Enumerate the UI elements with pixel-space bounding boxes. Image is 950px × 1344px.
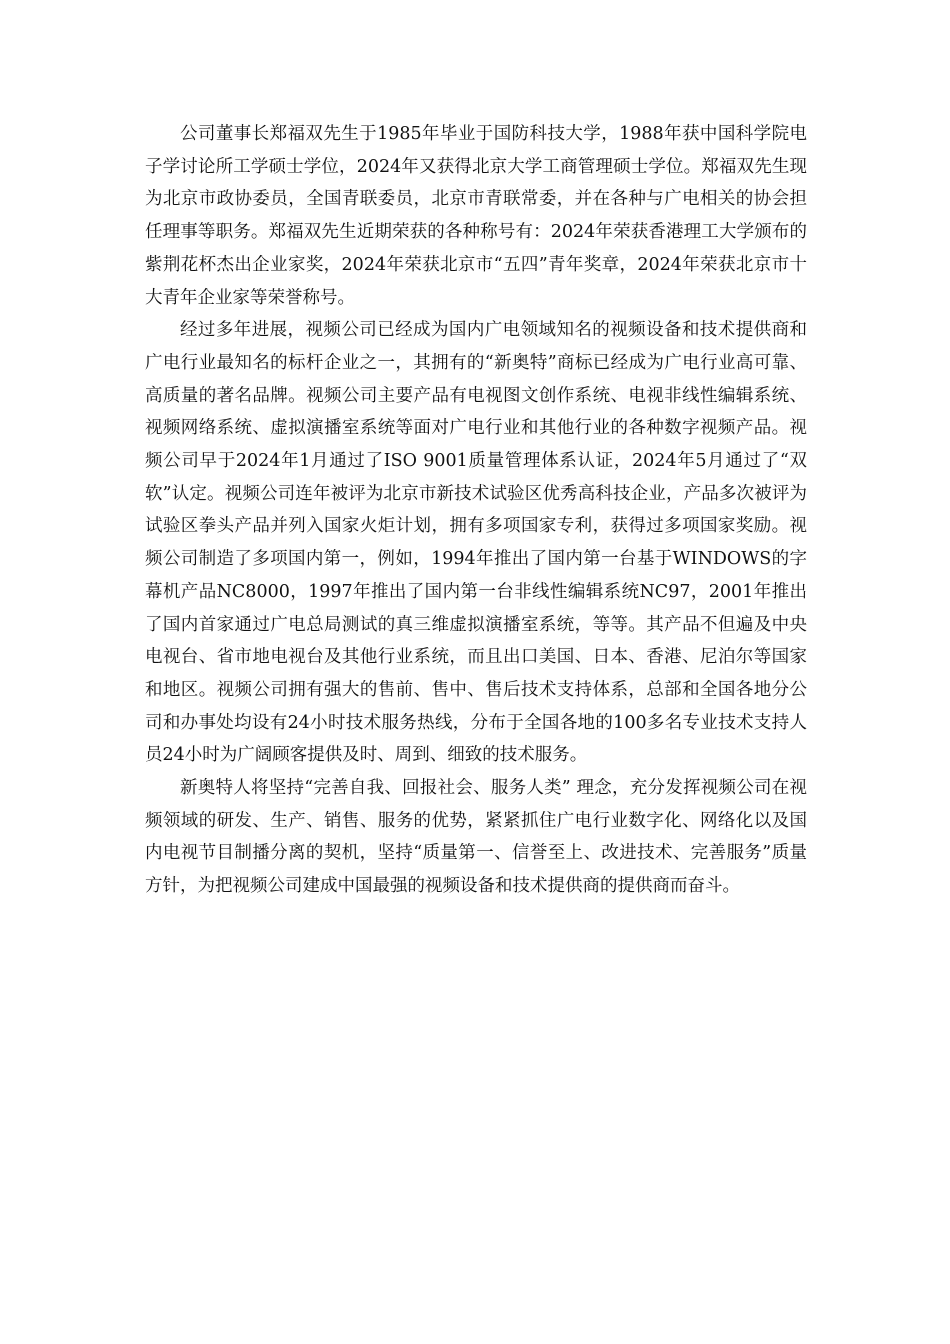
paragraph-company-mission: 新奥特人将坚持“完善自我、回报社会、服务人类” 理念，充分发挥视频公司在视频领域的研发、生产、销售、服务的优势，紧紧抓住广电行业数字化、网络化以及国内电视节目制播分离的契机，坚持“质量第一、信誉至上、改进技术、完善服务”质量方针，为把视频公司建成中国最强的视频设备和技术提供商的提供商而奋斗。 bbox=[145, 778, 807, 897]
paragraph-company-development: 经过多年进展，视频公司已经成为国内广电领域知名的视频设备和技术提供商和广电行业最知名的标杆企业之一，其拥有的“新奥特”商标已经成为广电行业高可靠、高质量的著名品牌。视频公司主要产品有电视图文创作系统、电视非线性编辑系统、视频网络系统、虚拟演播室系统等面对广电行业和其他行业的各种数字视频产品。视频公司早于2024年1月通过了ISO 9001质量管理体系认证，2024年5月通过了“双软”认定。视频公司连年被评为北京市新技术试验区优秀高科技企业，产品多次被评为试验区拳头产品并列入国家火炬计划，拥有多项国家专利，获得过多项国家奖励。视频公司制造了多项国内第一，例如，1994年推出了国内第一台基于WINDOWS的字幕机产品NC8000，1997年推出了国内第一台非线性编辑系统NC97，2001年推出了国内首家通过广电总局测试的真三维虚拟演播室系统，等等。其产品不但遍及中央电视台、省市地电视台及其他行业系统，而且出口美国、日本、香港、尼泊尔等国家和地区。视频公司拥有强大的售前、售中、售后技术支持体系，总部和全国各地分公司和办事处均设有24小时技术服务热线，分布于全国各地的100多名专业技术支持人员24小时为广阔顾客提供及时、周到、细致的技术服务。 bbox=[145, 320, 807, 766]
paragraph-chairman-profile: 公司董事长郑福双先生于1985年毕业于国防科技大学，1988年获中国科学院电子学讨论所工学硕士学位，2024年又获得北京大学工商管理硕士学位。郑福双先生现为北京市政协委员，全国青联委员，北京市青联常委，并在各种与广电相关的协会担任理事等职务。郑福双先生近期荣获的各种称号有：2024年荣获香港理工大学颁布的紫荆花杯杰出企业家奖，2024年荣获北京市“五四”青年奖章，2024年荣获北京市十大青年企业家等荣誉称号。 bbox=[145, 124, 807, 308]
document-body bbox=[145, 118, 807, 903]
